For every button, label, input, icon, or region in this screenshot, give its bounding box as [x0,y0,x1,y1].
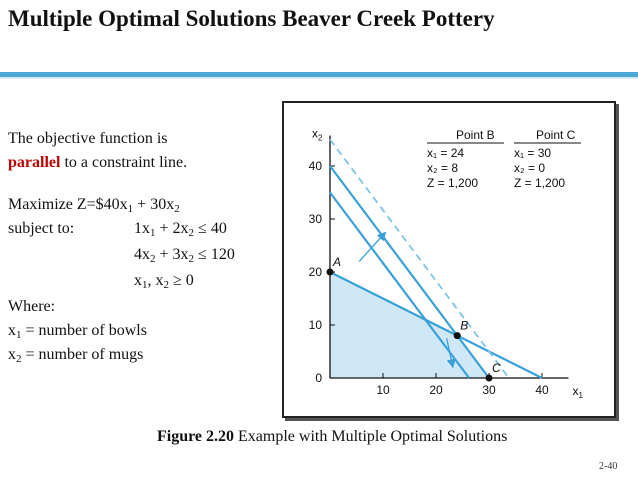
constraint-1 [134,218,227,244]
point-b-z: Z = 1,200 [427,176,479,190]
c2-a: 4x [134,246,150,263]
sub-2: 2 [150,253,156,265]
objective-mid: + 30x [133,196,175,213]
y-axis-label: $x_2$ [312,126,323,143]
page-number: 2-40 [599,461,618,472]
c2-c: ≤ 120 [194,246,235,263]
sub-1: 1 [127,203,134,215]
parallel-word: parallel [8,154,61,171]
c3-b: , x [147,272,164,289]
caption-text: Example with Multiple Optimal Solutions [234,428,508,445]
y-tick-label: 20 [308,265,322,279]
c3-c: ≥ 0 [169,272,194,289]
sub-1: 1 [150,227,156,239]
objective-prefix: Maximize Z=$40x [8,196,128,213]
c1-b: + 2x [155,220,189,237]
def2-a: x [8,346,16,363]
constraint-3 [134,270,194,296]
solution-table [427,128,581,190]
title-bar [0,0,638,72]
sub-2: 2 [163,279,169,291]
point-b-label: B [460,318,469,333]
x-axis-label: $x_1$ [572,384,583,400]
point-b-x1: x₁ = 24 [427,146,465,160]
point-c-x2: x₂ = 0 [514,161,546,175]
y-tick-label: 0 [315,371,322,385]
def1-a: x [8,322,16,339]
subject-to-label: subject to: [8,220,75,237]
sub-1: 1 [142,279,148,291]
sub-2: 2 [188,253,195,265]
sub-2: 2 [16,353,22,365]
x-tick-label: 40 [535,383,549,397]
c2-b: + 3x [155,246,189,263]
def1-b: = number of bowls [21,322,147,339]
point-c-header: Point C [536,128,576,142]
definition-x1 [8,320,147,346]
lp-graph [284,103,614,416]
y-tick-label: 40 [308,159,322,173]
point-c-marker [486,375,493,382]
x-tick-label: 30 [482,383,496,397]
point-c-z: Z = 1,200 [514,176,566,190]
c1-a: 1x [134,220,150,237]
c1-c: ≤ 40 [194,220,227,237]
figure-frame [282,101,616,418]
page-title: Multiple Optimal Solutions Beaver Creek Pottery [8,6,495,31]
point-c-x1: x₁ = 30 [514,146,552,160]
title-divider-shadow [0,77,638,79]
sub-1: 1 [16,329,22,341]
figure-caption [157,428,507,446]
def2-b: = number of mugs [21,346,144,363]
sub-2: 2 [174,203,180,215]
point-b-header: Point B [456,128,495,142]
caption-label: Figure 2.20 [157,428,235,445]
point-b-marker [454,332,461,339]
point-c-label: C [492,361,501,375]
x-tick-label: 20 [429,383,443,397]
objective-line [8,194,180,220]
intro-line-2-rest: to a constraint line. [60,154,188,171]
sub-2: 2 [188,227,195,239]
definition-x2 [8,344,143,370]
y-tick-label: 30 [308,212,322,226]
y-tick-label: 10 [308,318,322,332]
point-a-label: A [333,255,342,269]
intro-line-2 [8,152,187,174]
constraint-2 [134,244,235,270]
point-a-marker [327,269,334,276]
c3-a: x [134,272,142,289]
x-tick-label: 10 [376,383,390,397]
intro-line-1: The objective function is [8,130,168,147]
where-label: Where: [8,298,56,315]
point-b-x2: x₂ = 8 [427,161,459,175]
